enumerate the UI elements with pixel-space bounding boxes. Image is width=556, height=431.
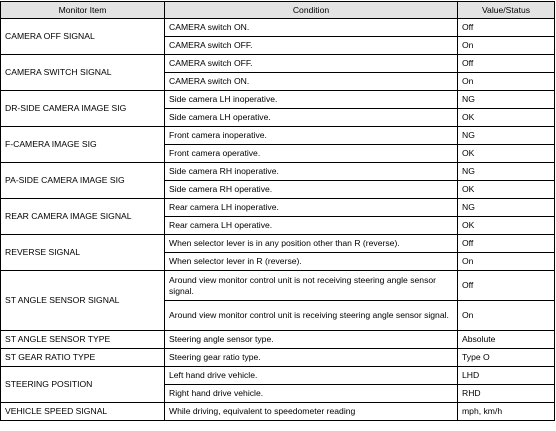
monitor-item: ST ANGLE SENSOR TYPE xyxy=(1,331,165,349)
table-row xyxy=(1,55,555,73)
value-cell: Absolute xyxy=(458,331,555,349)
condition-cell: CAMERA switch ON. xyxy=(165,19,458,37)
value-cell: NG xyxy=(458,91,555,109)
condition-cell: Front camera operative. xyxy=(165,145,458,163)
monitor-item: PA-SIDE CAMERA IMAGE SIG xyxy=(1,163,165,199)
table-row xyxy=(1,91,555,109)
value-cell: OK xyxy=(458,217,555,235)
table-row xyxy=(1,235,555,253)
value-cell: On xyxy=(458,301,555,331)
condition-cell: While driving, equivalent to speedometer reading xyxy=(165,403,458,421)
condition-cell: Left hand drive vehicle. xyxy=(165,367,458,385)
table-row xyxy=(1,331,555,349)
value-cell: NG xyxy=(458,199,555,217)
value-cell: Off xyxy=(458,55,555,73)
value-cell: Off xyxy=(458,19,555,37)
value-cell: Off xyxy=(458,235,555,253)
value-cell: Type O xyxy=(458,349,555,367)
value-cell: Off xyxy=(458,271,555,301)
monitor-item: DR-SIDE CAMERA IMAGE SIG xyxy=(1,91,165,127)
header-condition: Condition xyxy=(165,2,458,19)
value-cell: NG xyxy=(458,127,555,145)
condition-cell: When selector lever in R (reverse). xyxy=(165,253,458,271)
value-cell: OK xyxy=(458,145,555,163)
monitor-table xyxy=(0,1,555,421)
monitor-item: REVERSE SIGNAL xyxy=(1,235,165,271)
table-row xyxy=(1,403,555,421)
condition-cell: CAMERA switch OFF. xyxy=(165,55,458,73)
header-monitor-item: Monitor Item xyxy=(1,2,165,19)
value-cell: OK xyxy=(458,109,555,127)
condition-cell: Side camera LH inoperative. xyxy=(165,91,458,109)
condition-cell: Steering angle sensor type. xyxy=(165,331,458,349)
table-row xyxy=(1,127,555,145)
monitor-item: VEHICLE SPEED SIGNAL xyxy=(1,403,165,421)
condition-cell: Side camera RH inoperative. xyxy=(165,163,458,181)
condition-cell: Side camera RH operative. xyxy=(165,181,458,199)
condition-cell: CAMERA switch OFF. xyxy=(165,37,458,55)
condition-cell: Rear camera LH inoperative. xyxy=(165,199,458,217)
value-cell: OK xyxy=(458,181,555,199)
value-cell: On xyxy=(458,37,555,55)
monitor-item: CAMERA OFF SIGNAL xyxy=(1,19,165,55)
condition-cell: Front camera inoperative. xyxy=(165,127,458,145)
table-row xyxy=(1,19,555,37)
condition-cell: Around view monitor control unit is receiving steering angle sensor signal. xyxy=(165,301,458,331)
table-row xyxy=(1,367,555,385)
condition-cell: Steering gear ratio type. xyxy=(165,349,458,367)
condition-cell: Around view monitor control unit is not receiving steering angle sensor signal. xyxy=(165,271,458,301)
monitor-item: CAMERA SWITCH SIGNAL xyxy=(1,55,165,91)
monitor-item: ST GEAR RATIO TYPE xyxy=(1,349,165,367)
condition-cell: Rear camera LH operative. xyxy=(165,217,458,235)
value-cell: On xyxy=(458,73,555,91)
table-row xyxy=(1,349,555,367)
monitor-item: ST ANGLE SENSOR SIGNAL xyxy=(1,271,165,331)
condition-cell: Right hand drive vehicle. xyxy=(165,385,458,403)
condition-cell: CAMERA switch ON. xyxy=(165,73,458,91)
value-cell: LHD xyxy=(458,367,555,385)
value-cell: NG xyxy=(458,163,555,181)
value-cell: On xyxy=(458,253,555,271)
table-header-row xyxy=(1,2,555,19)
table-row xyxy=(1,271,555,301)
header-value-status: Value/Status xyxy=(458,2,555,19)
monitor-item: F-CAMERA IMAGE SIG xyxy=(1,127,165,163)
value-cell: mph, km/h xyxy=(458,403,555,421)
monitor-item: REAR CAMERA IMAGE SIGNAL xyxy=(1,199,165,235)
condition-cell: When selector lever is in any position other than R (reverse). xyxy=(165,235,458,253)
table-row xyxy=(1,199,555,217)
table-row xyxy=(1,163,555,181)
value-cell: RHD xyxy=(458,385,555,403)
monitor-item: STEERING POSITION xyxy=(1,367,165,403)
condition-cell: Side camera LH operative. xyxy=(165,109,458,127)
